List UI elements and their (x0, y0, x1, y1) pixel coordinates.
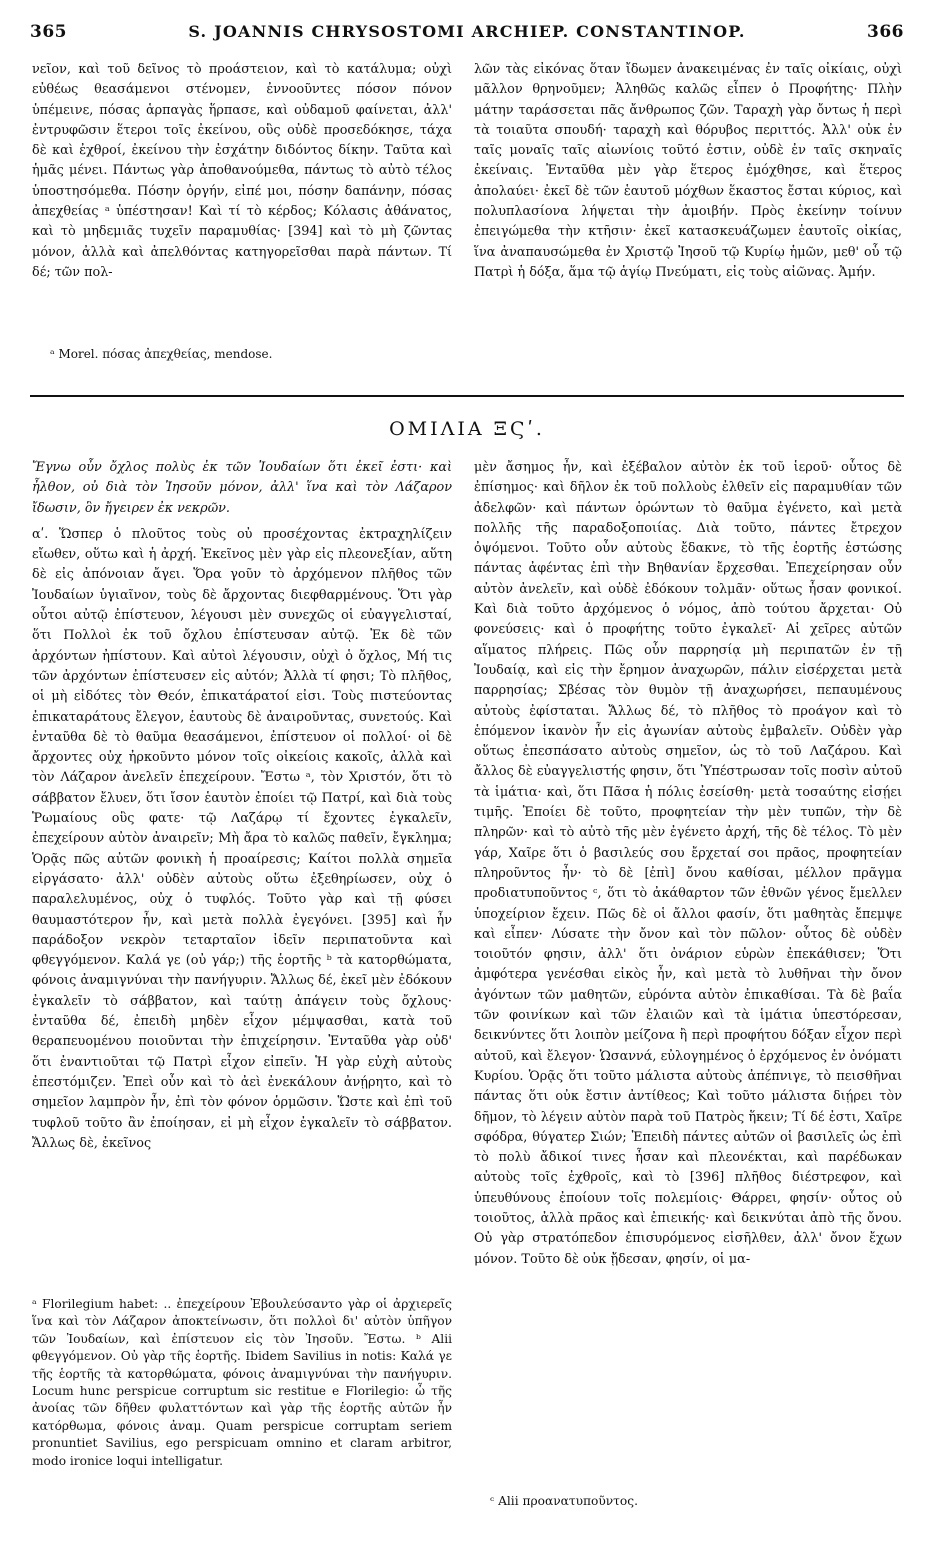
footnote-right: ᶜ Alii προανατυποῦντος. (490, 1494, 638, 1508)
top-footnote: ᵃ Morel. πόσας ἀπεχθείας, mendose. (50, 347, 273, 361)
homily-lemma: Ἔγνω οὖν ὄχλος πολὺς ἐκ τῶν Ἰουδαίων ὅτι ἐκεῖ ἐστι· καὶ ἦλθον, οὐ διὰ τὸν Ἰησοῦν μόνον, ἀλλ' ἵνα καὶ τὸν Λάζαρον ἴδωσιν, ὃν ἤγειρεν ἐκ νεκρῶν. (32, 460, 452, 516)
page-number-right: 366 (866, 22, 904, 42)
homily-right-text: μὲν ἄσημος ἦν, καὶ ἐξέβαλον αὐτὸν ἐκ τοῦ ἱεροῦ· οὗτος δὲ ἐπίσημος· καὶ δῆλον ἐκ τοῦ πολλοὺς ἐλθεῖν εἰς παραμυθίαν τῶν ἀδελφῶν· καὶ πάντων ὁρώντων τὸ θαῦμα ἐγένετο, καὶ μετὰ πολλῆς τῆς παραδοξοποιίας. Διὰ τοῦτο, πάντες ἔτρεχον ὀψόμενοι. Τοῦτο οὖν αὐτοὺς ἔδακνε, τὸ τῆς ἑορτῆς ἑστώσης πάντας ἀφέντας ἐπὶ τὴν Βηθανίαν ἔρχεσθαι. Ἐπεχείρησαν οὖν αὐτὸν ἀνελεῖν, καὶ οὐδὲ ἐδόκουν τολμᾶν· οὕτως ἦσαν φονικοί. Καὶ διὰ τοῦτο ἀρχόμενος ὁ νόμος, ἀπὸ τούτου ἄρχεται· Οὐ φονεύσεις· καὶ ὁ προφήτης τοῦτο ἐγκαλεῖ· Αἱ χεῖρες αὐτῶν αἵματος πλήρεις. Πῶς οὖν παρρησίᾳ μὴ περιπατῶν ἐν τῇ Ἰουδαίᾳ, καὶ εἰς τὴν ἔρημον ἀναχωρῶν, πάλιν εἰσέρχεται μετὰ παρρησίας; Σβέσας τὸν θυμὸν τῇ ἀναχωρήσει, πεπαυμένους αὐτοὺς ἐφίσταται. Ἄλλως δέ, τὸ πλῆθος τὸ προάγον καὶ τὸ ἑπόμενον ἱκανὸν ἦν εἰς ἀγωνίαν αὐτοὺς ἐμβαλεῖν. Οὐδὲν γὰρ οὕτως ἐπεσπάσατο αὐτοὺς σημεῖον, ὡς τὸ τοῦ Λαζάρου. Καὶ ἄλλος δὲ εὐαγγελιστής φησιν, ὅτι Ὑπέστρωσαν τοῖς ποσὶν αὐτοῦ τὰ ἱμάτια· καὶ, ὅτι Πᾶσα ἡ πόλις ἐσείσθη· μετὰ τοσαύτης εἰσῄει τιμῆς. Ἐποίει δὲ τοῦτο, προφητείαν τὴν μὲν τυπῶν, τὴν δὲ πληρῶν· καὶ τὸ αὐτὸ τῆς μὲν ἐγένετο ἀρχή, τῆς δὲ τέλος. Τὸ μὲν γάρ, Χαῖρε ὅτι ὁ βασιλεύς σου ἔρχεταί σοι πρᾶος, προφητείαν πληροῦντος ἦν· τὸ δὲ [ἐπὶ] ὄνου καθίσαι, μέλλον πρᾶγμα προδιατυποῦντος ᶜ, ὅτι τὸ ἀκάθαρτον τῶν ἐθνῶν γένος ἔμελλεν ὑποχείριον ἔχειν. Πῶς δὲ οἱ ἄλλοι φασίν, ὅτι μαθητὰς ἔπεμψε καὶ εἶπεν· Λύσατε τὴν ὄνον καὶ τὸν πῶλον· οὗτος δὲ οὐδὲν τοιοῦτόν φησιν, ἀλλ' ὅτι ὀνάριον εὑρὼν ἐπεκάθισεν; Ὅτι ἀμφότερα γενέσθαι εἰκὸς ἦν, καὶ μετὰ τὸ λυθῆναι τὴν ὄνον ἀγόντων τῶν μαθητῶν, εὑρόντα αὐτὸν ἐπικαθίσαι. Τὰ δὲ βαΐα τῶν φοινίκων καὶ τῶν ἐλαιῶν καὶ τὰ ἱμάτια ὑπεστόρεσαν, δεικνύντες ὅτι λοιπὸν μείζονα ἢ περὶ προφήτου δόξαν εἶχον περὶ αὐτοῦ, καὶ ἔλεγον· Ὡσαννά, εὐλογημένος ὁ ἐρχόμενος ἐν ὀνόματι Κυρίου. Ὁρᾷς ὅτι τοῦτο μάλιστα αὐτοὺς ἀπέπνιγε, τὸ πεισθῆναι πάντας ὅτι οὐκ ἔστιν ἀντίθεος; Καὶ τοῦτο μάλιστα διῄρει τὸν δῆμον, τὸ λέγειν αὐτὸν παρὰ τοῦ Πατρὸς ἥκειν; Τί δέ ἐστι, Χαῖρε σφόδρα, θύγατερ Σιών; Ἐπειδὴ πάντες αὐτῶν οἱ βασιλεῖς ὡς ἐπὶ τὸ πολὺ ἄδικοί τινες ἦσαν καὶ πλεονέκται, καὶ παρέδωκαν αὐτοὺς τοῖς ἐχθροῖς, καὶ τὸ [396] πλῆθος διέστρεφον, καὶ ὑπευθύνους ἐποίουν τοῖς πολεμίοις· Θάρρει, φησίν· οὗτος οὐ τοιοῦτος, ἀλλὰ πρᾶος καὶ ἐπιεικής· καὶ δεικνύται ἀπὸ τῆς ὄνου. Οὐ γὰρ στρατόπεδον ἐπισυρόμενος εἰσῆλθεν, ἀλλ' ὄνον ἔχων μόνον. Τοῦτο δὲ οὐκ ᾔδεσαν, φησίν, οἱ μα- (474, 460, 902, 1267)
footnotes-left: ᵃ Florilegium habet: .. ἐπεχείρουν Ἐβουλεύσαντο γὰρ οἱ ἀρχιερεῖς ἵνα καὶ τὸν Λάζαρον ἀποκτείνωσιν, ὅτι πολλοὶ δι' αὐτὸν ὑπῆγον τῶν Ἰουδαίων, καὶ ἐπίστευον εἰς τὸν Ἰησοῦν. Ἔστω. ᵇ Alii φθεγγόμενον. Οὐ γὰρ τῆς ἑορτῆς. Ibidem Savilius in notis: Καλά γε τῆς ἑορτῆς τὰ κατορθώματα, φόνοις ἀναμιγνύναι τὴν πανήγυριν. Locum hunc perspicue corruptum sic restitue e Florilegio: ὦ τῆς ἀνοίας τῶν δῆθεν φυλαττόντων καὶ γὰρ τῆς ἑορτῆς αὐτῶν ἦν κατόρθωμα, φόνοις ἀναμ. Quam perspicue corruptam seriem pronuntiet Savilius, ego perspicuam omnino et claram arbitror, modo ironice loqui intelligatur. (32, 1297, 452, 1468)
top-left-column (32, 60, 452, 335)
top-right-text: λῶν τὰς εἰκόνας ὅταν ἴδωμεν ἀνακειμένας ἐν ταῖς οἰκίαις, οὐχὶ μᾶλλον θρηνοῦμεν; Ἀληθῶς καλῶς εἶπεν ὁ Προφήτης· Πλὴν μάτην ταράσσεται πᾶς ἄνθρωπος ζῶν. Ταραχὴ γὰρ ὄντως ἡ περὶ τὰ τοιαῦτα σπουδή· ταραχὴ καὶ θόρυβος περιττός. Ἀλλ' οὐκ ἐν ταῖς μοναῖς ταῖς αἰωνίοις τοῦτό ἐστιν, οὐδὲ ἐν ταῖς σκηναῖς ἐκείναις. Ἐνταῦθα μὲν γὰρ ἕτερος ἐμόχθησε, καὶ ἕτερος ἀπολαύει· ἐκεῖ δὲ τῶν ἑαυτοῦ μόχθων ἕκαστος ἔσται κύριος, καὶ πολυπλασίονα λήψεται τὴν ἀμοιβήν. Πρὸς ἐκείνην τοίνυν ἐπειγώμεθα τὴν κτῆσιν· ἐκεῖ κατασκευάζωμεν ἑαυτοῖς οἰκίας, ἵνα ἀναπαυσώμεθα ἐν Χριστῷ Ἰησοῦ τῷ Κυρίῳ ἡμῶν, μεθ' οὗ τῷ Πατρὶ ἡ δόξα, ἅμα τῷ ἁγίῳ Πνεύματι, εἰς τοὺς αἰῶνας. Ἀμήν. (474, 62, 902, 280)
top-left-text: νεῖον, καὶ τοῦ δεῖνος τὸ προάστειον, καὶ τὸ κατάλυμα; οὐχὶ εὐθέως θεασάμενοι στένομεν, ἐννοοῦντες πόσον πόνον ὑπέμεινε, πόσας ἁρπαγὰς ἥρπασε, καὶ οὐδαμοῦ φαίνεται, ἀλλ' ἐντρυφῶσιν ἕτεροι τοῖς ἐκείνου, οὓς οὐδὲ προσεδόκησε, τάχα δὲ καὶ ἐχθροί, ἐκείνου τὴν ἐσχάτην διδόντος δίκην. Ταῦτα καὶ ἡμᾶς μένει. Πάντως γὰρ ἀποθανούμεθα, πάντως τὸ αὐτὸ τέλος ὑποστησόμεθα. Πόσην ὀργήν, εἰπέ μοι, πόσην δαπάνην, πόσας ἀπεχθείας ᵃ ὑπέστησαν! Καὶ τί τὸ κέρδος; Κόλασις ἀθάνατος, καὶ τὸ μηδεμιᾶς τυχεῖν παραμυθίας· [394] καὶ τὸ μὴ ζῶντας μόνον, ἀλλὰ καὶ ἀπελθόντας κατηγορεῖσθαι παρὰ πάντων. Τί δέ; τῶν πολ- (32, 62, 452, 280)
top-right-column (474, 60, 902, 380)
page-number-left: 365 (30, 22, 67, 42)
homily-left-text: αʹ. Ὥσπερ ὁ πλοῦτος τοὺς οὐ προσέχοντας ἐκτραχηλίζειν εἴωθεν, οὕτω καὶ ἡ ἀρχή. Ἐκεῖνος μὲν γὰρ εἰς πλεονεξίαν, αὕτη δὲ εἰς ἀπόνοιαν ἄγει. Ὅρα γοῦν τὸ ἀρχόμενον πλῆθος τῶν Ἰουδαίων ὑγιαῖνον, τοὺς δὲ ἄρχοντας διεφθαρμένους. Ὅτι γὰρ οὗτοι αὐτῷ ἐπίστευον, λέγουσι μὲν συνεχῶς οἱ εὐαγγελισταί, ὅτι Πολλοὶ ἐκ τοῦ ὄχλου ἐπίστευσαν αὐτῷ. Ἐκ δὲ τῶν ἀρχόντων ἠπίστουν. Καὶ αὐτοὶ λέγουσιν, οὐχὶ ὁ ὄχλος, Μή τις τῶν ἀρχόντων ἐπίστευσεν εἰς αὐτόν; Ἀλλὰ τί φησι; Τὸ πλῆθος, οἱ μὴ εἰδότες τὸν Θεόν, ἐπικατάρατοί εἰσι. Τοὺς πιστεύοντας ἐπικαταράτους ἔλεγον, ἑαυτοὺς δὲ ἀναιροῦντας, συνετούς. Καὶ ἐνταῦθα δὲ τὸ θαῦμα θεασάμενοι, ἐπίστευον οἱ πολλοί· οἱ δὲ ἄρχοντες οὐχ ἠρκοῦντο μόνον τοῖς οἰκείοις κακοῖς, ἀλλὰ καὶ τὸν Λάζαρον ἀνελεῖν ἐπεχείρουν. Ἔστω ᵃ, τὸν Χριστόν, ὅτι τὸ σάββατον ἔλυεν, ὅτι ἴσον ἑαυτὸν ἐποίει τῷ Πατρί, καὶ διὰ τοὺς Ῥωμαίους οὓς φατε· τῷ Λαζάρῳ τί ἔχοντες ἐγκαλεῖν, ἐπεχείρουν αὐτὸν ἀναιρεῖν; Μὴ ἄρα τὸ καλῶς παθεῖν, ἔγκλημα; Ὁρᾷς πῶς αὐτῶν φονικὴ ἡ προαίρεσις; Καίτοι πολλὰ σημεῖα εἰργάσατο· ἀλλ' οὐδὲν αὐτοὺς οὕτω ἐξεθηρίωσεν, οὐχ ὁ παραλελυμένος, οὐχ ὁ τυφλός. Τοῦτο γὰρ καὶ τῇ φύσει θαυμαστότερον ἦν, καὶ μετὰ πολλὰ ἐγεγόνει. [395] καὶ ἦν παράδοξον νεκρὸν τεταρταῖον ἰδεῖν περιπατοῦντα καὶ φθεγγόμενον. Καλά γε (οὐ γάρ;) τῆς ἑορτῆς ᵇ τὰ κατορθώματα, φόνοις ἀναμιγνύναι τὴν πανήγυριν. Ἄλλως δέ, ἐκεῖ μὲν ἐδόκουν ἐγκαλεῖν τὸ σάββατον, καὶ ταύτῃ ἀπάγειν τοὺς ὄχλους· ἐνταῦθα δέ, ἐπειδὴ μηδὲν εἶχον μέμψασθαι, κατὰ τοῦ θεραπευομένου ποιοῦνται τὴν ἐπιχείρησιν. Ἐνταῦθα γὰρ οὐδ' ὅτι ἐναντιοῦται τῷ Πατρὶ εἶχον εἰπεῖν. Ἡ γὰρ εὐχὴ αὐτοὺς ἐπεστόμιζεν. Ἐπεὶ οὖν καὶ τὸ ἀεὶ ἐνεκάλουν ἀνῄρητο, καὶ τὸ σημεῖον λαμπρὸν ἦν, ἐπὶ τὸν φόνον ὁρμῶσιν. Ὥστε καὶ ἐπὶ τοῦ τυφλοῦ τοῦτο ἂν ἐποίησαν, εἰ μὴ εἶχον ἐγκαλεῖν τὸ σάββατον. Ἄλλως δὲ, ἐκεῖνος (32, 526, 452, 1151)
homily-title: ΟΜΙΛΙΑ ΞϚʹ. (389, 418, 545, 440)
running-head (30, 22, 904, 48)
homily-right-column (474, 458, 902, 1478)
running-title: S. JOANNIS CHRYSOSTOMI ARCHIEP. CONSTANTINOP. (188, 22, 746, 41)
homily-left-column (32, 458, 452, 1288)
section-divider (30, 395, 904, 397)
